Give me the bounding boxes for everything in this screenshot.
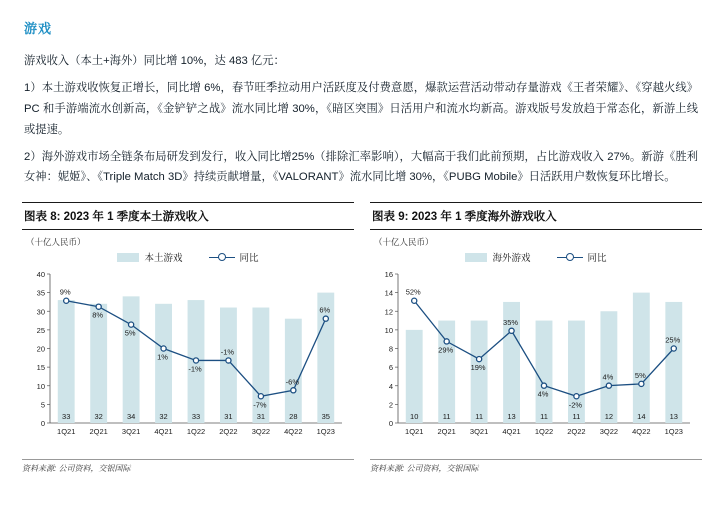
svg-text:20: 20 [36, 344, 45, 354]
svg-text:6: 6 [388, 363, 393, 373]
svg-text:1%: 1% [157, 352, 168, 362]
svg-text:4: 4 [388, 382, 393, 392]
svg-text:-1%: -1% [220, 347, 235, 357]
svg-text:4Q22: 4Q22 [284, 427, 303, 437]
svg-text:0: 0 [388, 419, 393, 429]
svg-text:10: 10 [384, 326, 393, 336]
svg-text:13: 13 [669, 412, 678, 422]
svg-text:35: 35 [36, 288, 45, 298]
svg-text:10: 10 [410, 412, 419, 422]
charts-row [22, 202, 698, 474]
svg-text:34: 34 [126, 412, 136, 422]
svg-text:15: 15 [36, 363, 45, 373]
svg-text:3Q21: 3Q21 [469, 427, 489, 437]
legend-line-icon [209, 257, 235, 259]
svg-text:2Q21: 2Q21 [437, 427, 456, 437]
svg-text:30: 30 [36, 307, 45, 317]
legend-item-bar-overseas [465, 250, 530, 264]
svg-text:33: 33 [62, 412, 71, 422]
svg-text:3Q22: 3Q22 [251, 427, 271, 437]
svg-text:2Q22: 2Q22 [567, 427, 586, 437]
svg-text:25%: 25% [665, 335, 681, 345]
svg-text:32: 32 [159, 412, 168, 422]
svg-text:10: 10 [36, 382, 45, 392]
chart-card-overseas [370, 202, 702, 474]
svg-text:35: 35 [321, 412, 330, 422]
legend-label-line: 同比 [239, 253, 259, 265]
svg-text:40: 40 [36, 270, 45, 280]
paragraph-domestic: 1）本土游戏收恢复正增长，同比增 6%，春节旺季拉动用户活跃度及付费意愿，爆款运营活动带动存量游戏《王者荣耀》、《穿越火线》PC 和手游端流水创新高，《金铲铲之战》流水同比增 30%，《暗区突围》日活用户和流水均新高。游戏版号发放趋于常态化，新游上线或提速。 [24, 81, 698, 136]
svg-text:2Q21: 2Q21 [89, 427, 108, 437]
chart-legend-domestic [22, 250, 354, 264]
svg-text:8%: 8% [92, 311, 104, 321]
chart-card-domestic [22, 202, 354, 474]
paragraph-overseas: 2）海外游戏市场全链条布局研发到发行，收入同比增25%（排除汇率影响），大幅高于我们此前预期，占比游戏收入 27%。新游《胜利女神：妮姬》、《Triple Match 3D》持续贡献增量，《VALORANT》流水同比增 30%，《PUBG Mobile》日活跃用户数恢复环比增长。 [24, 150, 698, 184]
svg-text:-2%: -2% [568, 400, 583, 410]
legend-label-bar: 海外游戏 [492, 253, 531, 265]
svg-text:16: 16 [384, 270, 393, 280]
svg-text:1Q23: 1Q23 [316, 427, 335, 437]
svg-text:31: 31 [256, 412, 266, 422]
chart-title-overseas: 图表 9: 2023 年 1 季度海外游戏收入 [370, 202, 702, 230]
svg-text:5%: 5% [634, 371, 646, 381]
svg-text:3Q21: 3Q21 [121, 427, 141, 437]
svg-text:1Q22: 1Q22 [186, 427, 206, 437]
svg-text:2: 2 [388, 400, 393, 410]
plot-domestic [24, 268, 354, 453]
chart-svg-overseas [372, 268, 704, 453]
svg-text:31: 31 [224, 412, 233, 422]
svg-text:25: 25 [36, 326, 45, 336]
svg-text:4Q22: 4Q22 [632, 427, 651, 437]
svg-text:4%: 4% [602, 372, 614, 382]
svg-text:19%: 19% [470, 363, 486, 373]
svg-text:1Q22: 1Q22 [534, 427, 554, 437]
svg-text:4Q21: 4Q21 [154, 427, 173, 437]
legend-item-line-overseas [557, 250, 607, 264]
chart-unit-domestic: （十亿人民币） [26, 237, 86, 248]
svg-text:29%: 29% [438, 345, 454, 355]
chart-source-overseas: 资料来源: 公司资料，交银国际 [370, 459, 702, 474]
svg-text:28: 28 [289, 412, 298, 422]
legend-item-line-domestic [209, 250, 259, 264]
svg-text:52%: 52% [405, 288, 421, 298]
svg-text:14: 14 [637, 412, 646, 422]
svg-text:12: 12 [384, 307, 393, 317]
page-title: 游戏 [24, 21, 53, 36]
svg-text:14: 14 [384, 288, 393, 298]
chart-legend-overseas [370, 250, 702, 264]
svg-text:5: 5 [40, 400, 45, 410]
legend-swatch-icon [465, 253, 487, 262]
chart-source-domestic: 资料来源: 公司资料，交银国际 [22, 459, 354, 474]
svg-text:11: 11 [540, 412, 548, 422]
svg-text:-6%: -6% [285, 377, 300, 387]
svg-text:5%: 5% [124, 328, 136, 338]
svg-text:1Q21: 1Q21 [405, 427, 424, 437]
svg-text:33: 33 [191, 412, 201, 422]
paragraph-intro: 游戏收入（本土+海外）同比增 10%，达 483 亿元： [24, 55, 285, 67]
svg-text:11: 11 [442, 412, 451, 422]
svg-text:4%: 4% [537, 389, 549, 399]
svg-text:1Q21: 1Q21 [57, 427, 76, 437]
legend-label-bar: 本土游戏 [144, 253, 183, 265]
svg-text:6%: 6% [319, 305, 331, 315]
svg-text:32: 32 [94, 412, 103, 422]
svg-text:0: 0 [40, 419, 45, 429]
svg-text:-7%: -7% [253, 400, 267, 410]
legend-swatch-icon [117, 253, 139, 262]
svg-text:4Q21: 4Q21 [502, 427, 521, 437]
plot-overseas [372, 268, 702, 453]
svg-text:12: 12 [604, 412, 614, 422]
svg-text:13: 13 [507, 412, 516, 422]
svg-text:35%: 35% [503, 318, 519, 328]
svg-text:11: 11 [572, 412, 581, 422]
chart-unit-overseas: （十亿人民币） [374, 237, 434, 248]
svg-text:9%: 9% [59, 288, 71, 298]
svg-text:2Q22: 2Q22 [219, 427, 238, 437]
legend-line-icon [557, 257, 583, 259]
svg-text:1Q23: 1Q23 [664, 427, 683, 437]
legend-label-line: 同比 [587, 253, 607, 265]
svg-text:-1%: -1% [188, 364, 202, 374]
svg-text:8: 8 [388, 344, 393, 354]
svg-text:11: 11 [475, 412, 484, 422]
chart-title-domestic: 图表 8: 2023 年 1 季度本土游戏收入 [22, 202, 354, 230]
svg-text:3Q22: 3Q22 [599, 427, 619, 437]
legend-item-bar-domestic [117, 250, 182, 264]
chart-svg-domestic [24, 268, 356, 453]
